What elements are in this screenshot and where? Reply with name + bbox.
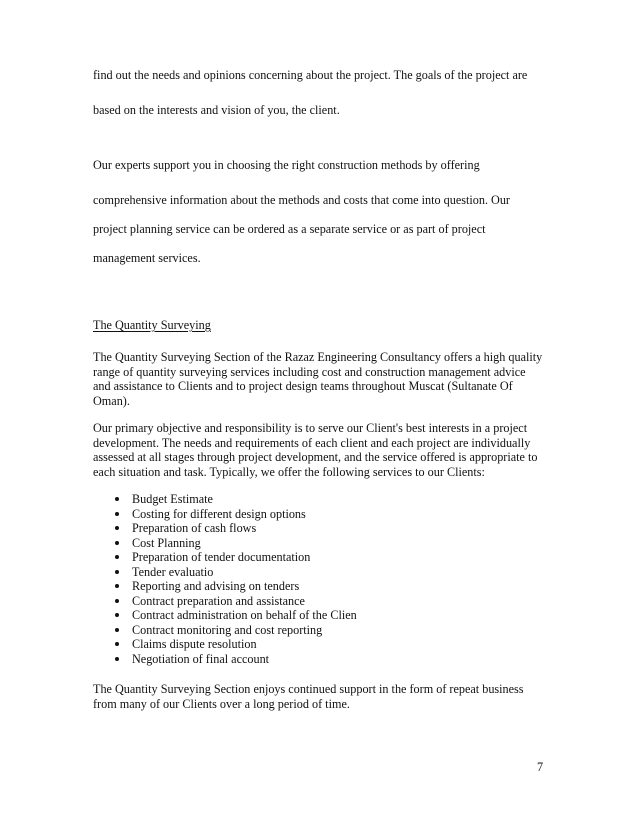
services-list — [115, 492, 357, 667]
list-item — [115, 594, 357, 609]
section-objective-paragraph — [93, 421, 545, 479]
paragraph-2-line-4: management services. — [93, 251, 201, 265]
section-closing-paragraph — [93, 682, 545, 711]
bullet-icon — [115, 657, 119, 661]
list-item — [115, 565, 357, 580]
paragraph-2-line-3: project planning service can be ordered as a separate service or as part of project — [93, 222, 486, 236]
list-item — [115, 550, 357, 565]
list-item — [115, 579, 357, 594]
bullet-icon — [115, 512, 119, 516]
paragraph-1-line-2: based on the interests and vision of you, the client. — [93, 103, 340, 117]
list-item — [115, 521, 357, 536]
bullet-icon — [115, 628, 119, 632]
section-intro-text: The Quantity Surveying Section of the Razaz Engineering Consultancy offers a high quality range of quantity surveying services including cost and construction management advice and assistance to Clients and to project design teams throughout Muscat (Sultanate Of Oman). — [93, 350, 543, 408]
page-number: 7 — [537, 760, 544, 774]
bullet-icon — [115, 497, 119, 501]
bullet-icon — [115, 584, 119, 588]
section-objective-text: Our primary objective and responsibility is to serve our Client's best interests in a project development. The needs and requirements of each client and each project are individually assessed at all stages through project development, and the service offered is appropriate to each situation and task. Typically, we offer the following services to our Clients: — [93, 421, 538, 479]
list-item — [115, 652, 357, 667]
section-closing-text: The Quantity Surveying Section enjoys continued support in the form of repeat business from many of our Clients over a long period of time. — [93, 682, 524, 711]
paragraph-2-line-2: comprehensive information about the methods and costs that come into question. Our — [93, 193, 510, 207]
list-item — [115, 492, 357, 507]
paragraph-2-line-1: Our experts support you in choosing the right construction methods by offering — [93, 158, 480, 172]
bullet-icon — [115, 599, 119, 603]
list-item — [115, 637, 357, 652]
bullet-icon — [115, 642, 119, 646]
section-intro-paragraph — [93, 350, 545, 408]
paragraph-1-line-1: find out the needs and opinions concerning about the project. The goals of the project are — [93, 68, 528, 82]
service-label: Preparation of tender documentation — [132, 550, 311, 565]
bullet-icon — [115, 555, 119, 559]
service-label: Budget Estimate — [132, 492, 213, 506]
service-label: Reporting and advising on tenders — [132, 579, 300, 594]
service-label: Contract administration on behalf of the Clien — [132, 608, 357, 623]
bullet-icon — [115, 541, 119, 545]
bullet-icon — [115, 570, 119, 574]
list-item — [115, 623, 357, 638]
bullet-icon — [115, 526, 119, 530]
service-label: Contract preparation and assistance — [132, 593, 305, 608]
service-label: Negotiation of final account — [132, 652, 270, 667]
service-label: Claims dispute resolution — [132, 637, 257, 652]
service-label: Costing for different design options — [132, 506, 306, 521]
service-label: Contract monitoring and cost reporting — [132, 622, 323, 637]
list-item — [115, 608, 357, 623]
list-item — [115, 536, 357, 551]
list-item — [115, 507, 357, 522]
service-label: Preparation of cash flows — [132, 521, 257, 536]
service-label: Cost Planning — [132, 535, 201, 550]
section-heading: The Quantity Surveying — [93, 318, 211, 332]
service-label: Tender evaluatio — [132, 564, 214, 579]
bullet-icon — [115, 613, 119, 617]
